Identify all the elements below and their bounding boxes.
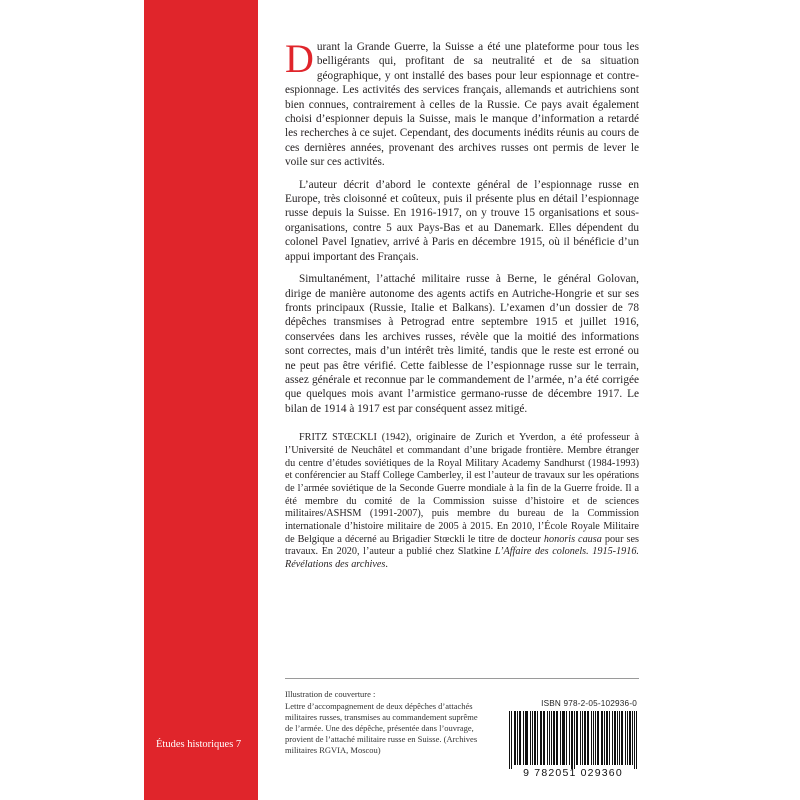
barcode-bar bbox=[587, 711, 588, 765]
barcode-bar bbox=[523, 711, 524, 765]
barcode-bar bbox=[544, 711, 545, 765]
barcode-bar bbox=[515, 711, 516, 765]
barcode-bar bbox=[553, 711, 554, 765]
credits-label: Illustration de couverture : bbox=[285, 689, 376, 699]
barcode-bar bbox=[580, 711, 581, 765]
barcode-bar bbox=[525, 711, 526, 765]
barcode-bar bbox=[588, 711, 589, 765]
barcode-bar bbox=[554, 711, 555, 765]
barcode-digits: 9 782051 029360 bbox=[523, 767, 623, 779]
barcode-bar bbox=[532, 711, 533, 765]
barcode-bar bbox=[534, 711, 535, 765]
barcode-bar bbox=[577, 711, 578, 765]
barcode-bar bbox=[621, 711, 622, 765]
barcode-bar bbox=[541, 711, 542, 765]
barcode-bar bbox=[609, 711, 610, 765]
blurb-paragraph-1 bbox=[285, 36, 639, 170]
barcode-bar bbox=[598, 711, 599, 765]
barcode-bar bbox=[593, 711, 594, 765]
barcode-bar bbox=[535, 711, 536, 765]
barcode-bar bbox=[517, 711, 518, 765]
barcode-bar bbox=[597, 711, 598, 765]
barcode-bar bbox=[612, 711, 613, 765]
paragraph-text: urant la Grande Guerre, la Suisse a été une plateforme pour tous les belligérants qui, profitant de sa neutralité et de sa situation géographique, y ont installé des bases pour leur espionnage et contre-espionnage. Les activités des services français, allemands et autrichiens sont bien connues, contrairement à celles de la Russie. Ce pays avait également choisi d’espionner depuis la Suisse, mais le manque d’information a retardé les recherches à ce sujet. Cependant, des documents inédits réunis au cours de ces dernières années, provenant des archives russes ont permis de lever le voile sur ces activités. bbox=[285, 41, 639, 169]
blurb-paragraph-3: Simultanément, l’attaché militaire russe à Berne, le général Golovan, dirige de manière autonome des agents actifs en Autriche-Hongrie et sur ses fronts principaux (Russie, Italie et Balkans). L’examen d’un dossier de 78 dépêches transmises à Petrograd entre septembre 1915 et juillet 1916, conservées dans les archives russes, révèle que la moitié des informations sont correctes, mais d’un intérêt très limité, tandis que le reste est erroné ou ne peut pas être vérifié. Cette faiblesse de l’espionnage russe sur le terrain, assez générale et reconnue par le commandement de l’armée, n’a été corrigée que quelques mois avant l’armistice germano-russe de décembre 1917. Le bilan de 1914 à 1917 est par conséquent assez mitigé. bbox=[285, 273, 639, 415]
barcode-bar bbox=[617, 711, 618, 765]
barcode-bar bbox=[595, 711, 596, 765]
barcode-bar bbox=[526, 711, 527, 765]
barcode-bar bbox=[619, 711, 620, 765]
barcode-bar bbox=[537, 711, 538, 765]
barcode-bar bbox=[607, 711, 608, 765]
isbn-label: ISBN 978-2-05-102936-0 bbox=[541, 699, 637, 708]
book-back-cover bbox=[144, 0, 656, 800]
barcode-bar bbox=[591, 711, 592, 765]
barcode-bar bbox=[584, 711, 585, 765]
barcode-bar bbox=[630, 711, 631, 765]
author-bio bbox=[285, 432, 639, 572]
barcode-bar bbox=[576, 711, 577, 765]
barcode-bar bbox=[632, 711, 633, 765]
bio-text-3: . bbox=[385, 559, 388, 571]
barcode-bar bbox=[543, 711, 544, 765]
barcode-bar bbox=[566, 711, 567, 765]
barcode-bar bbox=[614, 711, 615, 765]
cover-credits bbox=[285, 689, 481, 756]
bio-text-2: pour ses travaux. En 2020, l’auteur a publié chez Slatkine bbox=[285, 533, 639, 558]
barcode-bar bbox=[629, 711, 630, 765]
barcode-bar bbox=[571, 711, 572, 769]
barcode-bar bbox=[564, 711, 565, 765]
barcode-bar bbox=[634, 711, 635, 769]
barcode-bar bbox=[604, 711, 605, 765]
barcode-bar bbox=[527, 711, 528, 765]
bio-book-title: L’Affaire des colonels. 1915-1916. Révélations des archives bbox=[285, 546, 639, 571]
bottom-section bbox=[285, 678, 639, 789]
barcode-bar bbox=[551, 711, 552, 765]
barcode-bar bbox=[540, 711, 541, 765]
series-label: Études historiques 7 bbox=[156, 739, 242, 750]
barcode-bar bbox=[615, 711, 616, 765]
drop-cap: D bbox=[285, 36, 314, 81]
credits-text: Lettre d’accompagnement de deux dépêches d’attachés militaires russes, transmises au commandement suprême de l’armée. Une des dépêche, présentée dans l’ouvrage, provient de l’attaché militaire russe en Suisse. (Archives militaires RGVIA, Moscou) bbox=[285, 701, 478, 755]
red-spine-band bbox=[144, 0, 258, 800]
barcode-icon bbox=[509, 711, 637, 769]
barcode-bar bbox=[585, 711, 586, 765]
barcode-bar bbox=[557, 711, 558, 765]
barcode-bar bbox=[569, 711, 570, 765]
blurb-content bbox=[285, 36, 639, 572]
barcode-bar bbox=[572, 711, 573, 769]
barcode-bar bbox=[627, 711, 628, 765]
barcode-bar bbox=[602, 711, 603, 765]
barcode-bar bbox=[556, 711, 557, 765]
barcode-bar bbox=[574, 711, 575, 769]
barcode-bar bbox=[511, 711, 512, 769]
barcode-bar bbox=[625, 711, 626, 765]
barcode-bar bbox=[530, 711, 531, 765]
barcode-bar bbox=[563, 711, 564, 765]
barcode-bar bbox=[519, 711, 520, 765]
barcode-bar bbox=[622, 711, 623, 765]
barcode-bar bbox=[636, 711, 637, 769]
bio-text: FRITZ STŒCKLI (1942), originaire de Zurich et Yverdon, a été professeur à l’Université de Neuchâtel et commandant d’une brigade frontière. Membre étranger du centre d’études soviétiques de la Royal Military Academy Sandhurst (1984-1993) et conférencier au Staff College Camberley, il est l’auteur de travaux sur les opérations de l’armée soviétique de la Seconde Guerre mondiale à la fin de la Guerre froide. Il a été membre du comité de la Commission suisse d’histoire et de sciences militaires/ASHSM (1991-2007), puis membre du bureau de la Commission internationale d’histoire militaire de 2005 à 2015. En 2010, l’École Royale Militaire de Belgique a décerné au Brigadier Stœckli le titre de docteur bbox=[285, 432, 639, 545]
barcode-bar bbox=[547, 711, 548, 765]
barcode-bar bbox=[562, 711, 563, 765]
barcode-bar bbox=[582, 711, 583, 765]
barcode-bar bbox=[606, 711, 607, 765]
barcode-bar bbox=[520, 711, 521, 765]
bio-honoris: honoris causa bbox=[543, 533, 602, 545]
blurb-paragraph-2: L’auteur décrit d’abord le contexte général de l’espionnage russe en Europe, très cloisonné et coûteux, puis il présente plus en détail l’espionnage russe depuis la Suisse. En 1916-1917, on y trouve 15 organisations et sous-organisations, contre 5 aux Pays-Bas et au Danemark. Elles dépendent du colonel Pavel Ignatiev, arrivé à Paris en décembre 1915, où il bénéficie d’un appui important des Français. bbox=[285, 178, 639, 263]
barcode-bar bbox=[549, 711, 550, 765]
barcode-bar bbox=[514, 711, 515, 765]
barcode-bar bbox=[601, 711, 602, 765]
barcode-bar bbox=[560, 711, 561, 765]
barcode-bar bbox=[509, 711, 510, 769]
